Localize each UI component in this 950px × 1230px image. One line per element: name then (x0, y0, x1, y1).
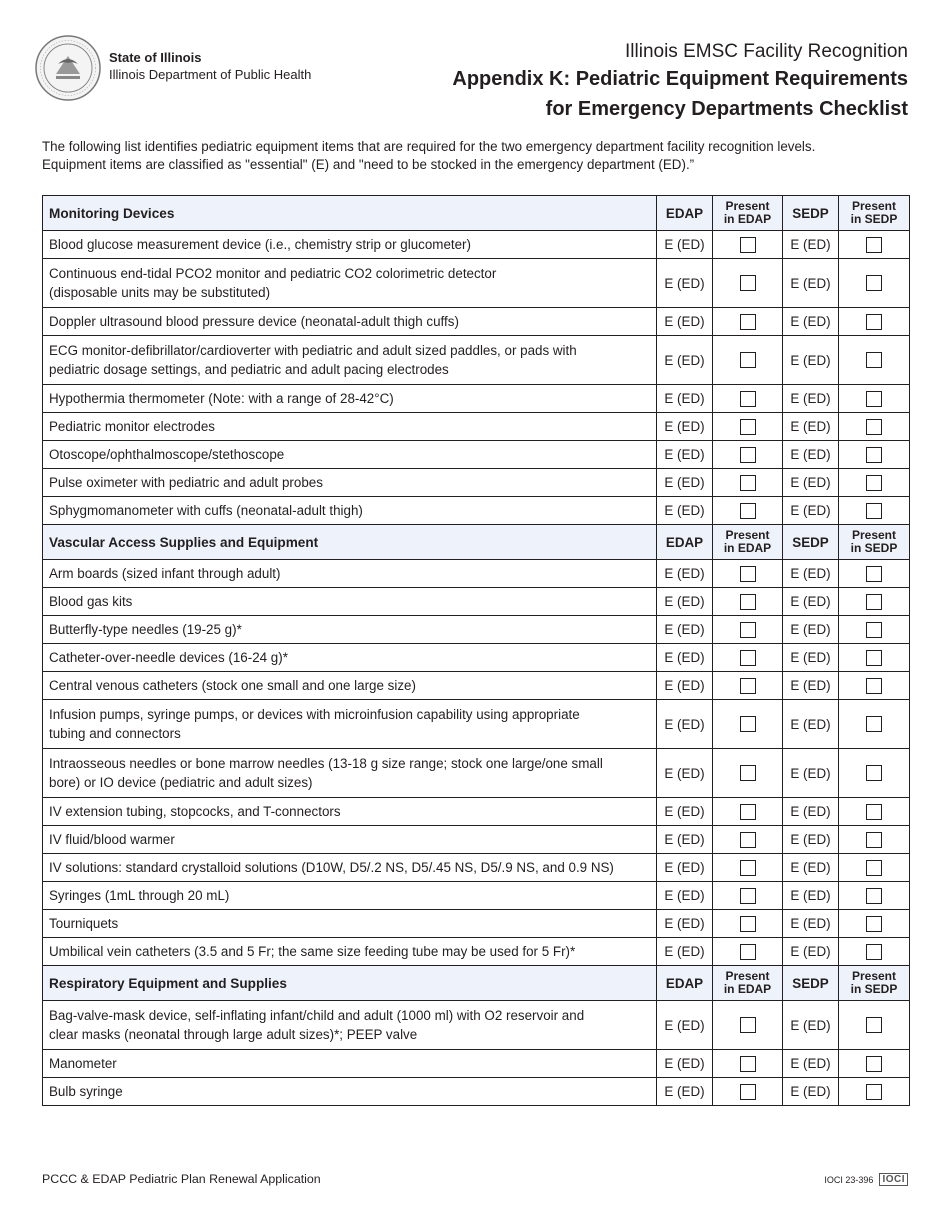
table-row (43, 749, 910, 798)
present-in-edap-cell (713, 1050, 783, 1078)
present-in-edap-checkbox[interactable] (740, 832, 756, 848)
present-in-sedp-checkbox[interactable] (866, 1084, 882, 1100)
present-in-edap-cell (713, 441, 783, 469)
equipment-item (43, 469, 657, 497)
equipment-item-line: Infusion pumps, syringe pumps, or devices with microinfusion capability using appropriate (49, 707, 580, 722)
edap-requirement: E (ED) (657, 749, 713, 798)
edap-requirement: E (ED) (657, 910, 713, 938)
sedp-requirement: E (ED) (783, 231, 839, 259)
present-in-edap-cell (713, 560, 783, 588)
sedp-requirement: E (ED) (783, 1078, 839, 1106)
present-edap-line-1: Present (725, 199, 770, 213)
equipment-item (43, 938, 657, 966)
equipment-item-line: Catheter-over-needle devices (16-24 g)* (49, 650, 288, 665)
table-row (43, 672, 910, 700)
present-in-edap-cell (713, 308, 783, 336)
present-in-sedp-checkbox[interactable] (866, 678, 882, 694)
present-in-sedp-cell (839, 749, 910, 798)
illinois-state-seal-icon (34, 34, 102, 102)
equipment-item-line: Bag-valve-mask device, self-inflating infant/child and adult (1000 ml) with O2 reservoir and (49, 1008, 585, 1023)
present-in-sedp-cell (839, 854, 910, 882)
present-in-sedp-checkbox[interactable] (866, 566, 882, 582)
equipment-item-line: IV extension tubing, stopcocks, and T-connectors (49, 804, 341, 819)
equipment-item-line: Central venous catheters (stock one small and one large size) (49, 678, 416, 693)
present-in-edap-checkbox[interactable] (740, 944, 756, 960)
equipment-item (43, 882, 657, 910)
edap-requirement: E (ED) (657, 938, 713, 966)
present-in-edap-checkbox[interactable] (740, 419, 756, 435)
present-in-edap-checkbox[interactable] (740, 391, 756, 407)
table-row (43, 441, 910, 469)
present-in-edap-checkbox[interactable] (740, 1084, 756, 1100)
present-in-edap-cell (713, 385, 783, 413)
present-sedp-line-1: Present (851, 528, 897, 542)
present-in-sedp-checkbox[interactable] (866, 352, 882, 368)
column-header-present-in-sedp (839, 525, 910, 560)
present-in-edap-cell (713, 798, 783, 826)
present-in-edap-checkbox[interactable] (740, 860, 756, 876)
agency-state: State of Illinois (109, 50, 202, 65)
equipment-item-line: Manometer (49, 1056, 117, 1071)
checklist-body (43, 196, 910, 1106)
sedp-requirement: E (ED) (783, 700, 839, 749)
sedp-requirement: E (ED) (783, 672, 839, 700)
edap-requirement: E (ED) (657, 700, 713, 749)
equipment-item-line: Pulse oximeter with pediatric and adult probes (49, 475, 323, 490)
section-title: Monitoring Devices (43, 196, 657, 231)
present-in-edap-cell (713, 616, 783, 644)
present-in-edap-cell (713, 1078, 783, 1106)
present-sedp-line-2: in SEDP (850, 541, 898, 555)
sedp-requirement: E (ED) (783, 259, 839, 308)
table-row (43, 308, 910, 336)
equipment-item-line: Tourniquets (49, 916, 119, 931)
present-in-sedp-cell (839, 672, 910, 700)
equipment-item-line: Bulb syringe (49, 1084, 123, 1099)
column-header-edap: EDAP (657, 196, 713, 231)
table-row (43, 1078, 910, 1106)
equipment-item-line: Otoscope/ophthalmoscope/stethoscope (49, 447, 285, 462)
present-edap-line-1: Present (725, 528, 770, 542)
agency-name: Illinois Department of Public Health (109, 67, 312, 82)
sedp-requirement: E (ED) (783, 798, 839, 826)
equipment-item-line: Arm boards (sized infant through adult) (49, 566, 281, 581)
equipment-item-line: Butterfly-type needles (19-25 g)* (49, 622, 242, 637)
table-row (43, 1001, 910, 1050)
column-header-sedp: SEDP (783, 196, 839, 231)
present-in-sedp-checkbox[interactable] (866, 314, 882, 330)
edap-requirement: E (ED) (657, 826, 713, 854)
equipment-item (43, 413, 657, 441)
equipment-item-line: Sphygmomanometer with cuffs (neonatal-adult thigh) (49, 503, 363, 518)
present-sedp-line-2: in SEDP (850, 212, 898, 226)
table-row (43, 385, 910, 413)
equipment-item (43, 231, 657, 259)
present-in-edap-checkbox[interactable] (740, 622, 756, 638)
edap-requirement: E (ED) (657, 441, 713, 469)
present-in-sedp-cell (839, 1078, 910, 1106)
edap-requirement: E (ED) (657, 672, 713, 700)
equipment-item-line: (disposable units may be substituted) (49, 285, 271, 300)
present-in-edap-checkbox[interactable] (740, 237, 756, 253)
present-in-sedp-cell (839, 308, 910, 336)
present-in-sedp-checkbox[interactable] (866, 447, 882, 463)
sedp-requirement: E (ED) (783, 938, 839, 966)
present-in-sedp-checkbox[interactable] (866, 1017, 882, 1033)
present-sedp-line-1: Present (851, 199, 897, 213)
table-row (43, 497, 910, 525)
equipment-item-line: Pediatric monitor electrodes (49, 419, 215, 434)
present-in-sedp-checkbox[interactable] (866, 1056, 882, 1072)
edap-requirement: E (ED) (657, 798, 713, 826)
present-in-sedp-cell (839, 336, 910, 385)
present-in-sedp-checkbox[interactable] (866, 888, 882, 904)
present-in-edap-checkbox[interactable] (740, 804, 756, 820)
section-title: Vascular Access Supplies and Equipment (43, 525, 657, 560)
sedp-requirement: E (ED) (783, 336, 839, 385)
sedp-requirement: E (ED) (783, 385, 839, 413)
present-in-edap-checkbox[interactable] (740, 716, 756, 732)
present-in-edap-cell (713, 413, 783, 441)
present-in-sedp-checkbox[interactable] (866, 916, 882, 932)
table-row (43, 560, 910, 588)
equipment-item-line: IV solutions: standard crystalloid solutions (D10W, D5/.2 NS, D5/.45 NS, D5/.9 NS, and 0.9 NS) (49, 860, 614, 875)
equipment-item (43, 336, 657, 385)
sedp-requirement: E (ED) (783, 644, 839, 672)
present-in-sedp-checkbox[interactable] (866, 594, 882, 610)
present-in-edap-cell (713, 700, 783, 749)
table-row (43, 700, 910, 749)
equipment-item-line: ECG monitor-defibrillator/cardioverter with pediatric and adult sized paddles, or pads with (49, 343, 577, 358)
equipment-item (43, 672, 657, 700)
present-edap-line-1: Present (725, 969, 770, 983)
column-header-present-in-sedp (839, 196, 910, 231)
present-in-edap-cell (713, 749, 783, 798)
present-in-edap-cell (713, 938, 783, 966)
page-header (0, 0, 950, 130)
present-in-sedp-cell (839, 441, 910, 469)
equipment-item-line: Blood glucose measurement device (i.e., chemistry strip or glucometer) (49, 237, 471, 252)
present-in-edap-cell (713, 588, 783, 616)
present-in-sedp-cell (839, 1001, 910, 1050)
edap-requirement: E (ED) (657, 882, 713, 910)
present-in-sedp-checkbox[interactable] (866, 503, 882, 519)
present-in-sedp-cell (839, 469, 910, 497)
present-in-sedp-checkbox[interactable] (866, 475, 882, 491)
program-name: Illinois EMSC Facility Recognition (625, 41, 908, 62)
table-row (43, 1050, 910, 1078)
equipment-item-line: Continuous end-tidal PCO2 monitor and pediatric CO2 colorimetric detector (49, 266, 497, 281)
page-title-line-1: Appendix K: Pediatric Equipment Requirements (452, 68, 908, 90)
table-row (43, 882, 910, 910)
equipment-item (43, 497, 657, 525)
section-title: Respiratory Equipment and Supplies (43, 966, 657, 1001)
present-in-edap-cell (713, 644, 783, 672)
present-in-edap-cell (713, 910, 783, 938)
equipment-item (43, 1050, 657, 1078)
present-in-sedp-cell (839, 826, 910, 854)
column-header-edap: EDAP (657, 525, 713, 560)
sedp-requirement: E (ED) (783, 854, 839, 882)
equipment-item (43, 259, 657, 308)
present-in-edap-checkbox[interactable] (740, 916, 756, 932)
edap-requirement: E (ED) (657, 1001, 713, 1050)
sedp-requirement: E (ED) (783, 469, 839, 497)
present-in-sedp-cell (839, 497, 910, 525)
equipment-item (43, 588, 657, 616)
present-in-sedp-cell (839, 588, 910, 616)
sedp-requirement: E (ED) (783, 749, 839, 798)
sedp-requirement: E (ED) (783, 616, 839, 644)
table-row (43, 259, 910, 308)
table-row (43, 336, 910, 385)
table-row (43, 854, 910, 882)
column-header-edap: EDAP (657, 966, 713, 1001)
present-sedp-line-1: Present (851, 969, 897, 983)
present-in-sedp-checkbox[interactable] (866, 716, 882, 732)
present-in-edap-checkbox[interactable] (740, 352, 756, 368)
edap-requirement: E (ED) (657, 644, 713, 672)
intro-line-1: The following list identifies pediatric equipment items that are required for the two emergency department facility recognition levels. (42, 139, 816, 154)
present-in-sedp-cell (839, 910, 910, 938)
present-in-sedp-cell (839, 882, 910, 910)
edap-requirement: E (ED) (657, 469, 713, 497)
sedp-requirement: E (ED) (783, 497, 839, 525)
present-in-edap-checkbox[interactable] (740, 765, 756, 781)
section-header-row (43, 196, 910, 231)
table-row (43, 938, 910, 966)
present-in-sedp-checkbox[interactable] (866, 650, 882, 666)
equipment-item (43, 854, 657, 882)
present-in-edap-checkbox[interactable] (740, 475, 756, 491)
table-row (43, 826, 910, 854)
equipment-item-line: pediatric dosage settings, and pediatric and adult pacing electrodes (49, 362, 449, 377)
present-in-sedp-checkbox[interactable] (866, 944, 882, 960)
present-in-sedp-checkbox[interactable] (866, 237, 882, 253)
present-in-sedp-checkbox[interactable] (866, 622, 882, 638)
present-in-edap-checkbox[interactable] (740, 678, 756, 694)
present-in-edap-checkbox[interactable] (740, 275, 756, 291)
sedp-requirement: E (ED) (783, 882, 839, 910)
present-in-edap-cell (713, 854, 783, 882)
section-header-row (43, 966, 910, 1001)
sedp-requirement: E (ED) (783, 1050, 839, 1078)
present-in-edap-cell (713, 469, 783, 497)
present-in-edap-cell (713, 826, 783, 854)
page-title-line-2: for Emergency Departments Checklist (545, 98, 908, 120)
edap-requirement: E (ED) (657, 854, 713, 882)
present-edap-line-2: in EDAP (723, 541, 772, 555)
form-code: IOCI 23-396 (824, 1174, 874, 1185)
equipment-item-line: IV fluid/blood warmer (49, 832, 175, 847)
present-in-edap-cell (713, 882, 783, 910)
table-row (43, 798, 910, 826)
title-block (452, 40, 908, 124)
equipment-item (43, 1001, 657, 1050)
edap-requirement: E (ED) (657, 560, 713, 588)
sedp-requirement: E (ED) (783, 826, 839, 854)
present-sedp-line-2: in SEDP (850, 982, 898, 996)
equipment-item-line: bore) or IO device (pediatric and adult sizes) (49, 775, 313, 790)
present-in-sedp-checkbox[interactable] (866, 419, 882, 435)
present-in-edap-cell (713, 497, 783, 525)
table-row (43, 231, 910, 259)
present-edap-line-2: in EDAP (723, 982, 772, 996)
table-row (43, 469, 910, 497)
table-row (43, 616, 910, 644)
present-in-edap-checkbox[interactable] (740, 594, 756, 610)
present-in-sedp-checkbox[interactable] (866, 765, 882, 781)
column-header-present-in-edap (713, 966, 783, 1001)
edap-requirement: E (ED) (657, 259, 713, 308)
equipment-checklist-table (42, 195, 910, 1106)
printer-logo: IOCI (879, 1173, 908, 1186)
edap-requirement: E (ED) (657, 616, 713, 644)
intro-line-2: Equipment items are classified as "essential" (E) and "need to be stocked in the emergency department (ED).” (42, 157, 695, 172)
agency-block (109, 49, 311, 83)
edap-requirement: E (ED) (657, 413, 713, 441)
present-in-sedp-cell (839, 385, 910, 413)
edap-requirement: E (ED) (657, 1078, 713, 1106)
footer-code-block (824, 1173, 908, 1186)
equipment-item-line: tubing and connectors (49, 726, 181, 741)
table-row (43, 644, 910, 672)
present-in-sedp-cell (839, 644, 910, 672)
edap-requirement: E (ED) (657, 385, 713, 413)
equipment-item (43, 560, 657, 588)
equipment-item (43, 1078, 657, 1106)
equipment-item (43, 700, 657, 749)
equipment-item (43, 749, 657, 798)
equipment-item-line: Doppler ultrasound blood pressure device (neonatal-adult thigh cuffs) (49, 314, 459, 329)
present-in-edap-cell (713, 231, 783, 259)
equipment-item-line: Umbilical vein catheters (3.5 and 5 Fr; the same size feeding tube may be used for 5 Fr)* (49, 944, 576, 959)
present-in-sedp-checkbox[interactable] (866, 832, 882, 848)
equipment-item-line: Blood gas kits (49, 594, 133, 609)
present-in-sedp-cell (839, 1050, 910, 1078)
edap-requirement: E (ED) (657, 588, 713, 616)
equipment-item (43, 441, 657, 469)
equipment-item (43, 910, 657, 938)
sedp-requirement: E (ED) (783, 560, 839, 588)
present-in-sedp-cell (839, 938, 910, 966)
present-in-edap-checkbox[interactable] (740, 888, 756, 904)
present-in-sedp-cell (839, 700, 910, 749)
present-in-sedp-checkbox[interactable] (866, 804, 882, 820)
sedp-requirement: E (ED) (783, 308, 839, 336)
present-in-edap-cell (713, 672, 783, 700)
footer-title: PCCC & EDAP Pediatric Plan Renewal Application (42, 1172, 321, 1186)
table-row (43, 413, 910, 441)
present-in-sedp-cell (839, 413, 910, 441)
present-edap-line-2: in EDAP (723, 212, 772, 226)
section-header-row (43, 525, 910, 560)
present-in-sedp-cell (839, 231, 910, 259)
equipment-item (43, 826, 657, 854)
sedp-requirement: E (ED) (783, 441, 839, 469)
column-header-sedp: SEDP (783, 525, 839, 560)
intro-paragraph (42, 138, 912, 174)
sedp-requirement: E (ED) (783, 588, 839, 616)
present-in-edap-checkbox[interactable] (740, 566, 756, 582)
table-row (43, 588, 910, 616)
equipment-item (43, 616, 657, 644)
present-in-edap-checkbox[interactable] (740, 503, 756, 519)
present-in-edap-checkbox[interactable] (740, 1017, 756, 1033)
column-header-present-in-sedp (839, 966, 910, 1001)
equipment-item (43, 798, 657, 826)
column-header-present-in-edap (713, 525, 783, 560)
present-in-edap-cell (713, 1001, 783, 1050)
equipment-item-line: clear masks (neonatal through large adult sizes)*; PEEP valve (49, 1027, 418, 1042)
edap-requirement: E (ED) (657, 308, 713, 336)
equipment-item-line: Syringes (1mL through 20 mL) (49, 888, 230, 903)
edap-requirement: E (ED) (657, 1050, 713, 1078)
equipment-item-line: Hypothermia thermometer (Note: with a range of 28-42°C) (49, 391, 394, 406)
edap-requirement: E (ED) (657, 497, 713, 525)
edap-requirement: E (ED) (657, 231, 713, 259)
column-header-present-in-edap (713, 196, 783, 231)
present-in-sedp-cell (839, 560, 910, 588)
sedp-requirement: E (ED) (783, 413, 839, 441)
present-in-sedp-cell (839, 259, 910, 308)
equipment-item (43, 644, 657, 672)
present-in-edap-checkbox[interactable] (740, 650, 756, 666)
present-in-sedp-cell (839, 798, 910, 826)
present-in-edap-cell (713, 259, 783, 308)
present-in-sedp-checkbox[interactable] (866, 860, 882, 876)
equipment-item (43, 385, 657, 413)
equipment-item (43, 308, 657, 336)
edap-requirement: E (ED) (657, 336, 713, 385)
equipment-item-line: Intraosseous needles or bone marrow needles (13-18 g size range; stock one large/one small (49, 756, 603, 771)
present-in-sedp-checkbox[interactable] (866, 275, 882, 291)
present-in-edap-cell (713, 336, 783, 385)
present-in-edap-checkbox[interactable] (740, 314, 756, 330)
present-in-sedp-cell (839, 616, 910, 644)
table-row (43, 910, 910, 938)
sedp-requirement: E (ED) (783, 1001, 839, 1050)
present-in-edap-checkbox[interactable] (740, 1056, 756, 1072)
present-in-edap-checkbox[interactable] (740, 447, 756, 463)
column-header-sedp: SEDP (783, 966, 839, 1001)
sedp-requirement: E (ED) (783, 910, 839, 938)
present-in-sedp-checkbox[interactable] (866, 391, 882, 407)
